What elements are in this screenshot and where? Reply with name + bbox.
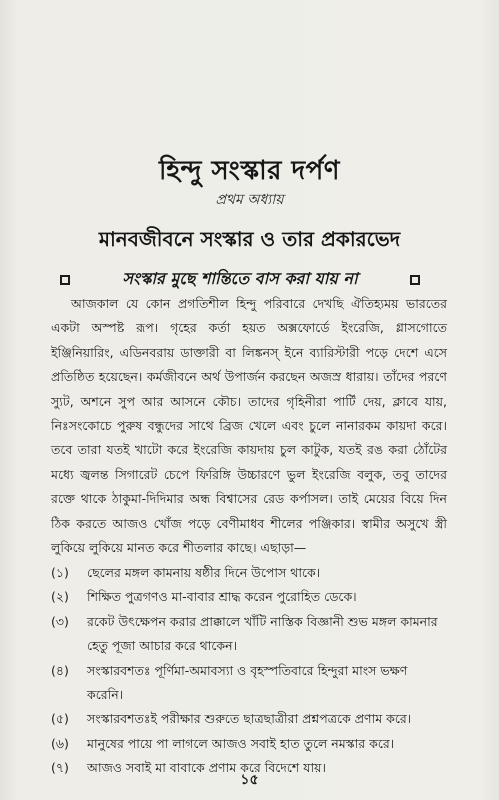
list-item xyxy=(51,561,447,585)
list-number: (৩) xyxy=(51,613,69,629)
body-paragraph: আজকাল যে কোন প্রগতিশীল হিন্দু পরিবারে দেখছি ঐতিহ্যময় ভারতের একটা অস্পষ্ট রূপ। গৃহের কর্তা হয়ত অক্সফোর্ডে ইংরেজি, গ্লাসগোতে ইঞ্জিনিয়ারিং, এডিনবরায় ডাক্তারী বা লিঙ্কনস্ ইনে ব্যারিস্টারী পড়ে দেশে এসে প্রতিষ্ঠিত হয়েছেন। কর্মজীবনে অর্থ উপার্জন করছেন অজস্র ধারায়। তাঁদের পরণে স্যুট, অশনে সুপ আর আসনে কৌচ। তাদের গৃহিনীরা পার্টি দেয়, ক্লাবে যায়, নিঃসংকোচে পুরুষ বন্ধুদের সাথে ব্রিজ খেলে এবং চুলে নানারকম কায়দা করে। তবে তারা যতই খাটো করে ইংরেজি কায়দায় চুল কাটুক, যতই রঙ করা ঠোঁটের মধ্যে জ্বলন্ত সিগারেট চেপে ফিরিঙ্গি উচ্চারণে ভুল ইংরেজি বলুক, তবু তাদের রক্তে থাকে ঠাকুমা-দিদিমার অন্ধ বিশ্বাসের রেড কর্পাসল। তাই মেয়ের বিয়ে দিন ঠিক করতে আজও খোঁজ পড়ে বেণীমাধব শীলের পঞ্জিকার। স্বামীর অসুখে স্ত্রী লুকিয়ে লুকিয়ে মানত করে শীতলার কাছে। এছাড়া— xyxy=(51,296,447,556)
list-number: (৪) xyxy=(51,662,69,678)
list-number: (৫) xyxy=(51,711,69,727)
section-heading xyxy=(60,266,420,293)
square-bullet-icon xyxy=(60,275,70,285)
list-item xyxy=(51,659,447,708)
book-title: হিন্দু সংস্কার দর্পণ xyxy=(158,156,341,186)
list-text: শিক্ষিত পুত্রগণও মা-বাবার শ্রাদ্ধ করেন পুরোহিত ডেকে। xyxy=(87,589,357,605)
square-bullet-icon xyxy=(410,275,420,285)
list-text: ছেলের মঙ্গল কামনায় ষষ্ঠীর দিনে উপোস থাকে। xyxy=(87,565,321,580)
chapter-label: প্রথম অধ্যায় xyxy=(215,192,284,208)
list-number: (১) xyxy=(51,565,69,580)
list-text: মানুষের পায়ে পা লাগলে আজও সবাই হাত তুলে নমস্কার করে। xyxy=(87,735,395,751)
list-number: (৭) xyxy=(51,760,69,776)
list-text: আজও সবাই মা বাবাকে প্রণাম করে বিদেশে যায়। xyxy=(87,760,326,776)
list-number: (৬) xyxy=(51,735,69,751)
list-item xyxy=(51,732,447,756)
list-text: সংস্কারবশতঃই পরীক্ষার শুরুতে ছাত্রছাত্রীরা প্রশ্নপত্রকে প্রণাম করে। xyxy=(87,711,412,727)
list-text: রকেট উৎক্ষেপন করার প্রাক্কালে খাঁটি নাস্তিক বিজ্ঞানী শুভ মঙ্গল কামনার হেতু পূজা আচার করে থাকেন। xyxy=(87,613,438,654)
list-item xyxy=(51,585,447,609)
list-item xyxy=(51,610,447,659)
chapter-title: মানবজীবনে সংস্কার ও তার প্রকারভেদ xyxy=(98,227,401,251)
list-item xyxy=(51,707,447,731)
list-text: সংস্কারবশতঃ পূর্ণিমা-অমাবস্যা ও বৃহস্পতিবারে হিন্দুরা মাংস ভক্ষণ করেনি। xyxy=(87,662,408,703)
section-title: সংস্কার মুছে শান্তিতে বাস করা যায় না xyxy=(122,269,358,288)
list-number: (২) xyxy=(51,589,69,605)
page-number: ১৫ xyxy=(240,772,259,788)
numbered-list xyxy=(51,561,447,781)
